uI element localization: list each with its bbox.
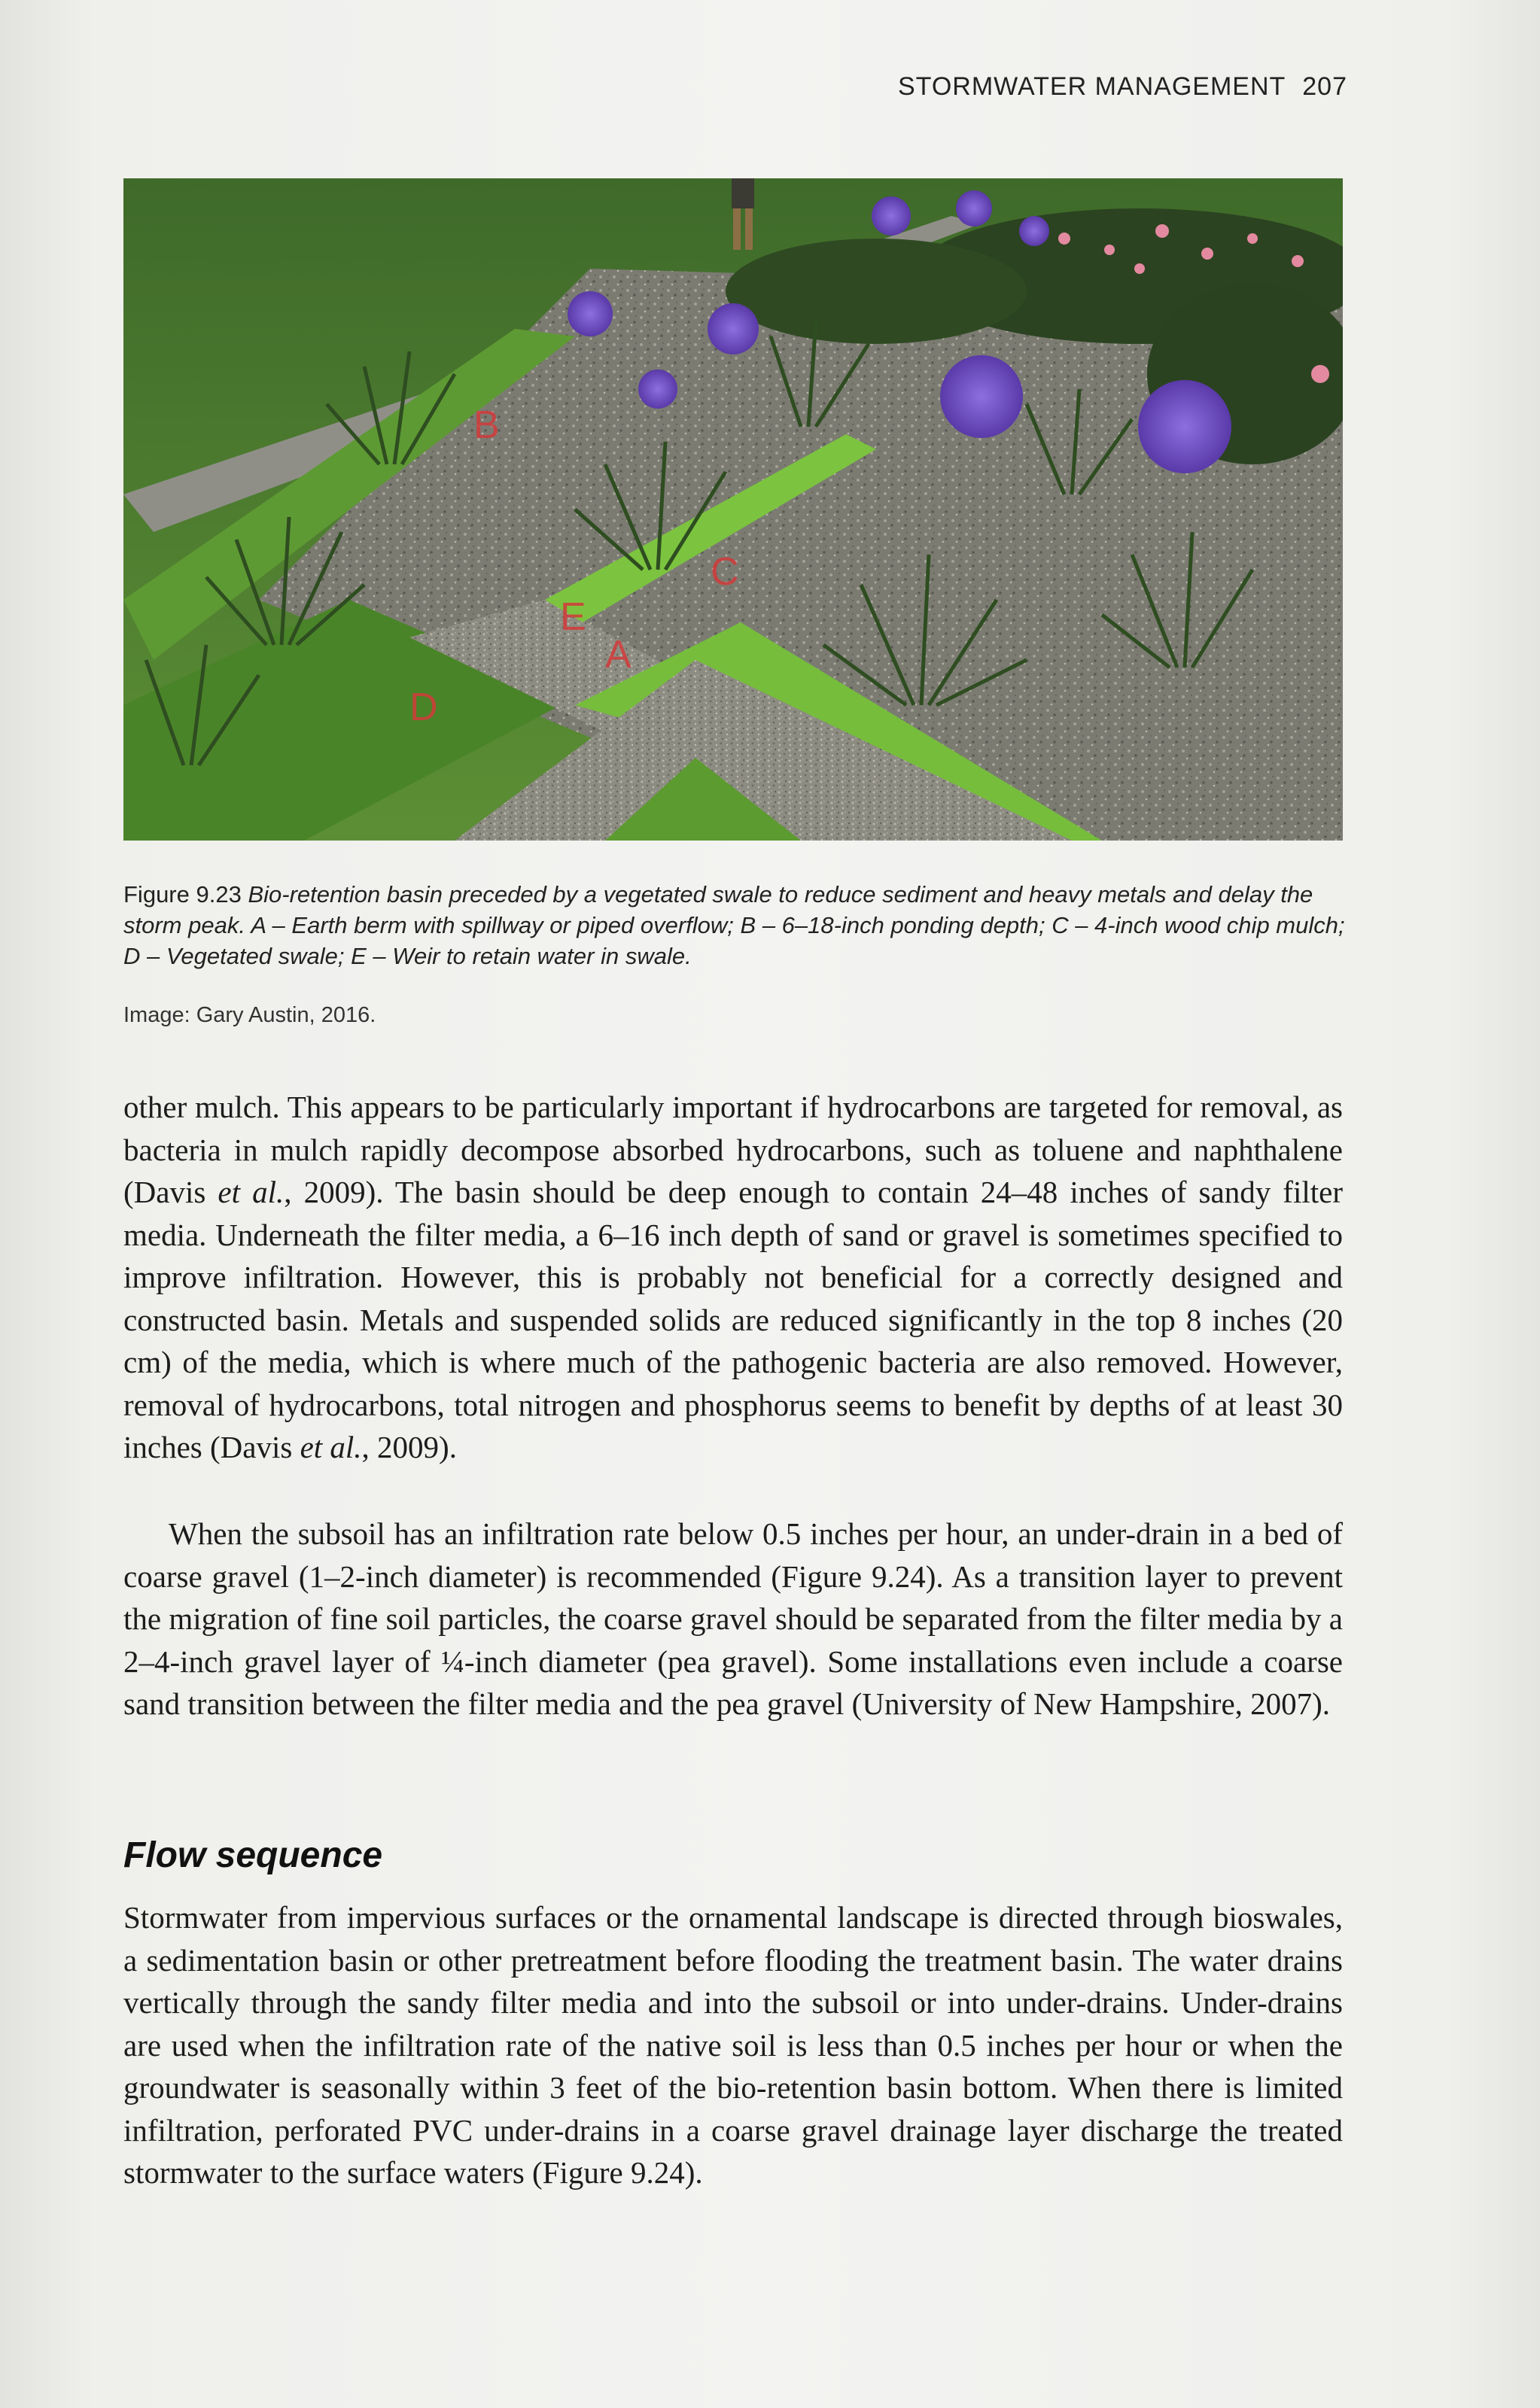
p1-text-1: other mulch. This appears to be particularly important if hydrocarbons are targeted for removal, as bacteria in mulch rapidly decompose absorbed hydrocarbons, such as toluene and naphthalene (Davis [123,1090,1343,1209]
paragraph-3 [123,1896,1343,2194]
p3-text: Stormwater from impervious surfaces or the ornamental landscape is directed through bioswales, a sedimentation basin or other pretreatment before flooding the treatment basin. The water drains vertically through the sandy filter media and into the subsoil or into under-drains. Under-drains are used when the infiltration rate of the native soil is less than 0.5 inches per hour or when the groundwater is seasonally within 3 feet of the bio-retention basin bottom. When there is limited infiltration, perforated PVC under-drains in a coarse gravel drainage layer discharge the treated stormwater to the surface waters (Figure 9.24). [123,1900,1343,2190]
figure-bioretention-basin [123,178,1343,841]
p1-italic-1: et al. [218,1175,285,1209]
running-title: STORMWATER MANAGEMENT [898,72,1286,101]
figure-caption [123,879,1350,971]
p1-text-2: , 2009). The basin should be deep enough to contain 24–48 inches of sandy filter media. Underneath the filter media, a 6–16 inch depth of sand or gravel is sometimes specified to improve infiltration. However, this is probably not beneficial for a correctly designed and constructed basin. Metals and suspended solids are reduced significantly in the top 8 inches (20 cm) of the media, which is where much of the pathogenic bacteria are also removed. However, removal of hydrocarbons, total nitrogen and phosphorus seems to benefit by depths of at least 30 inches (Davis [123,1175,1343,1464]
running-header [898,72,1347,102]
label-c: C [711,550,739,594]
p1-text-3: , 2009). [361,1430,457,1464]
image-credit: Image: Gary Austin, 2016. [123,1003,376,1027]
label-b: B [473,403,500,447]
label-e: E [560,595,586,639]
caption-text: Bio-retention basin preceded by a vegetated swale to reduce sediment and heavy metals and delay the storm peak. A – Earth berm with spillway or piped overflow; B – 6–18-inch ponding depth; C – 4-inch wood chip mulch; D – Vegetated swale; E – Weir to retain water in swale. [123,881,1345,969]
section-heading: Flow sequence [123,1835,383,1875]
bioretention-rendering [123,178,1343,841]
paragraph-2 [123,1513,1343,1725]
p2-text: When the subsoil has an infiltration rate below 0.5 inches per hour, an under-drain in a bed of coarse gravel (1–2-inch diameter) is recommended (Figure 9.24). As a transition layer to prevent the migration of fine soil particles, the coarse gravel should be separated from the filter media by a 2–4-inch gravel layer of ¼-inch diameter (pea gravel). Some installations even include a coarse sand transition between the filter media and the pea gravel (University of New Hampshire, 2007). [123,1516,1343,1721]
page-number: 207 [1302,72,1347,101]
figure-number: Figure 9.23 [123,881,242,908]
label-d: D [409,686,438,729]
paragraph-1 [123,1086,1343,1469]
p1-italic-2: et al. [300,1430,362,1464]
label-a: A [605,633,632,676]
